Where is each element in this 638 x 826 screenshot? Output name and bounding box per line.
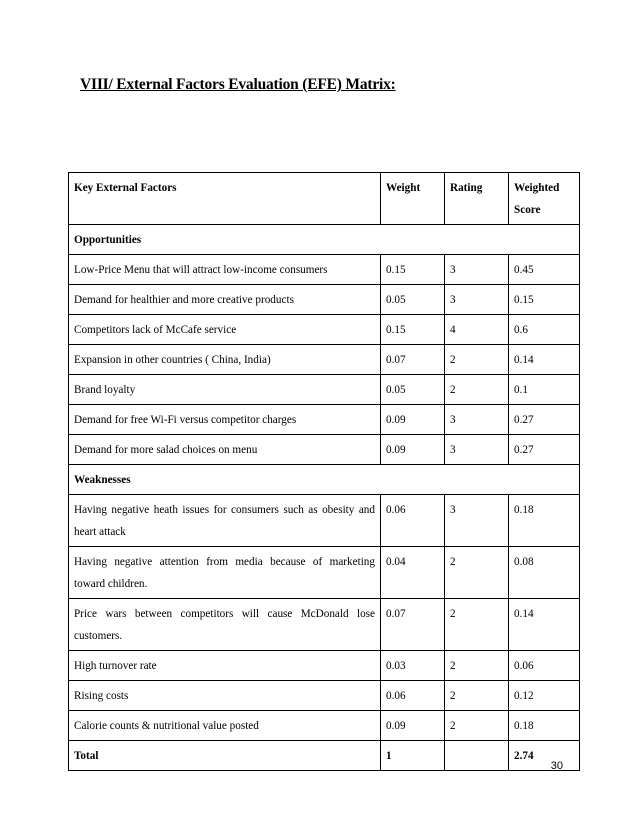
weight-cell: 0.15	[381, 255, 445, 285]
table-header-row	[69, 173, 580, 225]
score-cell: 0.18	[509, 711, 580, 741]
factor-cell: Rising costs	[69, 681, 381, 711]
rating-cell: 2	[445, 375, 509, 405]
score-cell: 0.18	[509, 495, 580, 547]
total-label: Total	[69, 741, 381, 771]
table-row	[69, 651, 580, 681]
section-label-weaknesses: Weaknesses	[69, 465, 580, 495]
rating-cell: 2	[445, 651, 509, 681]
weight-cell: 0.05	[381, 375, 445, 405]
factor-cell: Competitors lack of McCafe service	[69, 315, 381, 345]
header-weight: Weight	[381, 173, 445, 225]
section-row-weaknesses	[69, 465, 580, 495]
table-row	[69, 345, 580, 375]
weight-cell: 0.04	[381, 547, 445, 599]
score-cell: 0.27	[509, 405, 580, 435]
total-weight: 1	[381, 741, 445, 771]
section-label-opportunities: Opportunities	[69, 225, 580, 255]
factor-cell: Demand for healthier and more creative products	[69, 285, 381, 315]
total-rating	[445, 741, 509, 771]
score-cell: 0.45	[509, 255, 580, 285]
rating-cell: 3	[445, 405, 509, 435]
rating-cell: 4	[445, 315, 509, 345]
factor-cell: Low-Price Menu that will attract low-income consumers	[69, 255, 381, 285]
table-row	[69, 599, 580, 651]
score-cell: 0.06	[509, 651, 580, 681]
score-cell: 0.1	[509, 375, 580, 405]
factor-cell: Having negative attention from media because of marketing toward children.	[69, 547, 381, 599]
factor-cell: Demand for more salad choices on menu	[69, 435, 381, 465]
factor-cell: Price wars between competitors will cause McDonald lose customers.	[69, 599, 381, 651]
weight-cell: 0.05	[381, 285, 445, 315]
page-number: 30	[550, 760, 563, 772]
weight-cell: 0.07	[381, 599, 445, 651]
rating-cell: 3	[445, 255, 509, 285]
table-row	[69, 315, 580, 345]
page-heading: VIII/ External Factors Evaluation (EFE) Matrix:	[80, 76, 396, 93]
score-cell: 0.12	[509, 681, 580, 711]
score-cell: 0.14	[509, 345, 580, 375]
rating-cell: 2	[445, 345, 509, 375]
factor-cell: Having negative heath issues for consumers such as obesity and heart attack	[69, 495, 381, 547]
table-row	[69, 375, 580, 405]
weight-cell: 0.03	[381, 651, 445, 681]
header-rating: Rating	[445, 173, 509, 225]
weight-cell: 0.09	[381, 711, 445, 741]
factor-cell: Expansion in other countries ( China, India)	[69, 345, 381, 375]
score-cell: 0.27	[509, 435, 580, 465]
weight-cell: 0.09	[381, 405, 445, 435]
weight-cell: 0.06	[381, 495, 445, 547]
header-score: Weighted Score	[509, 173, 580, 225]
rating-cell: 2	[445, 711, 509, 741]
header-factor: Key External Factors	[69, 173, 381, 225]
weight-cell: 0.15	[381, 315, 445, 345]
factor-cell: Calorie counts & nutritional value posted	[69, 711, 381, 741]
table-row	[69, 255, 580, 285]
rating-cell: 2	[445, 681, 509, 711]
table-row	[69, 711, 580, 741]
rating-cell: 3	[445, 435, 509, 465]
score-cell: 0.15	[509, 285, 580, 315]
weight-cell: 0.06	[381, 681, 445, 711]
table-row	[69, 405, 580, 435]
weight-cell: 0.07	[381, 345, 445, 375]
score-cell: 0.14	[509, 599, 580, 651]
rating-cell: 3	[445, 285, 509, 315]
total-row	[69, 741, 580, 771]
total-score: 2.74	[509, 741, 580, 771]
score-cell: 0.6	[509, 315, 580, 345]
factor-cell: Brand loyalty	[69, 375, 381, 405]
efe-matrix-table	[68, 172, 580, 771]
weight-cell: 0.09	[381, 435, 445, 465]
table-row	[69, 285, 580, 315]
table-row	[69, 495, 580, 547]
rating-cell: 2	[445, 599, 509, 651]
table-row	[69, 681, 580, 711]
factor-cell: Demand for free Wi-Fi versus competitor charges	[69, 405, 381, 435]
score-cell: 0.08	[509, 547, 580, 599]
rating-cell: 3	[445, 495, 509, 547]
table-row	[69, 435, 580, 465]
section-row-opportunities	[69, 225, 580, 255]
table-row	[69, 547, 580, 599]
rating-cell: 2	[445, 547, 509, 599]
factor-cell: High turnover rate	[69, 651, 381, 681]
